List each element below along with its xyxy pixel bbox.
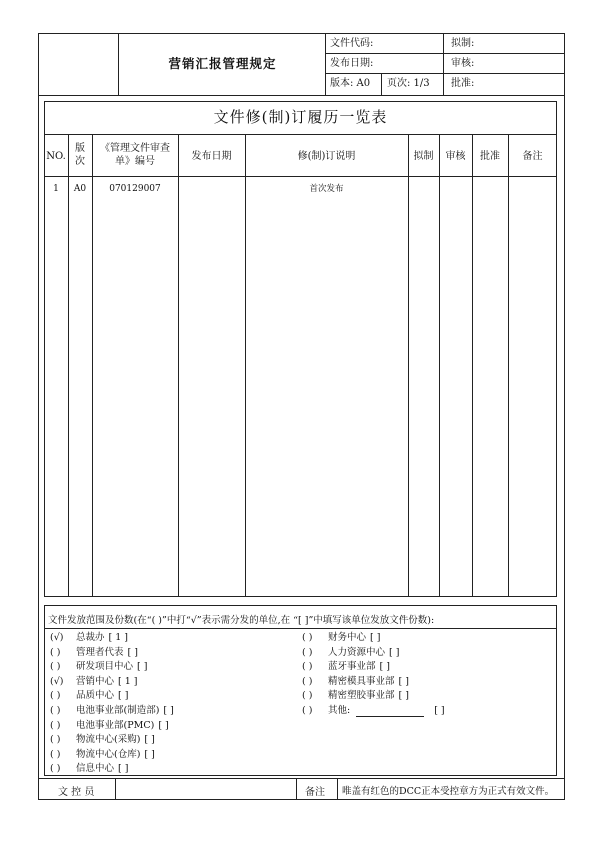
other-blank-field[interactable]	[356, 706, 424, 717]
distribution-item	[302, 705, 445, 717]
col-release-date: 发布日期	[191, 151, 232, 162]
distribution-item	[302, 676, 409, 688]
checkbox-mark[interactable]: ( )	[50, 661, 61, 673]
copy-count[interactable]: [ ]	[137, 661, 148, 673]
row-description: 首次发布	[309, 184, 344, 194]
distribution-item	[50, 720, 169, 732]
copy-count[interactable]: [ ]	[163, 705, 174, 716]
copy-count[interactable]: [ ]	[118, 690, 129, 702]
distribution-item	[302, 632, 380, 644]
checkbox-mark[interactable]: ( )	[50, 719, 61, 731]
reviewer-label: 审核:	[451, 58, 475, 69]
drafter-label: 拟制:	[451, 38, 475, 49]
col-version: 版次	[75, 143, 85, 167]
row-version: A0	[73, 184, 87, 194]
copy-count[interactable]: [ ]	[118, 763, 129, 775]
department-name: 物流中心(采购)	[76, 734, 141, 746]
checkbox-mark[interactable]: (√)	[50, 632, 64, 643]
version-label: 版本: A0	[330, 78, 371, 89]
copy-count[interactable]: [ ]	[370, 632, 381, 643]
checkbox-mark[interactable]: ( )	[302, 675, 313, 687]
copy-count[interactable]: [ ]	[158, 719, 169, 731]
revision-table-title: 文件修(制)订履历一览表	[213, 108, 388, 126]
department-name: 精密塑胶事业部	[328, 690, 395, 702]
department-name: 营销中心	[76, 675, 115, 687]
page-label: 页次: 1/3	[387, 78, 430, 89]
distribution-item	[302, 690, 409, 702]
department-name: 总裁办	[76, 632, 105, 643]
copy-count[interactable]: [ ]	[389, 646, 400, 658]
department-name: 研发项目中心	[76, 661, 134, 673]
col-remark: 备注	[522, 151, 543, 162]
distribution-heading: 文件发放范围及份数(在“( )”中打“√”表示需分发的单位,在 “[ ]”中填写该单位发放文件份数):	[48, 615, 435, 626]
checkbox-mark[interactable]: (√)	[50, 675, 64, 687]
checkbox-mark[interactable]: ( )	[50, 748, 61, 760]
checkbox-mark[interactable]: ( )	[302, 632, 313, 643]
distribution-item	[50, 661, 147, 673]
footer-sep-3	[337, 778, 338, 800]
distribution-item	[302, 647, 399, 659]
distribution-item	[50, 647, 138, 659]
checkbox-mark[interactable]: ( )	[50, 690, 61, 702]
copy-count[interactable]: [ 1 ]	[108, 632, 129, 643]
distribution-item	[302, 661, 390, 673]
distribution-item	[50, 749, 155, 761]
department-name: 电池事业部(PMC)	[76, 719, 155, 731]
col-no: NO.	[46, 151, 66, 162]
checkbox-mark[interactable]: ( )	[50, 646, 61, 658]
department-name: 管理者代表	[76, 646, 124, 658]
department-name: 信息中心	[76, 763, 115, 775]
doc-code-label: 文件代码:	[330, 38, 374, 49]
copy-count[interactable]: [ ]	[144, 748, 155, 760]
checkbox-mark[interactable]: ( )	[302, 646, 313, 658]
distribution-divider	[44, 628, 557, 629]
department-name: 品质中心	[76, 690, 115, 702]
copy-count[interactable]: [ ]	[127, 646, 138, 658]
document-title: 营销汇报管理规定	[168, 56, 277, 71]
copy-count[interactable]: [ ]	[398, 690, 409, 702]
release-date-label: 发布日期:	[330, 58, 374, 69]
row-no: 1	[53, 184, 59, 194]
approver-label: 批准:	[451, 78, 475, 89]
distribution-item	[50, 690, 128, 702]
department-name: 电池事业部(制造部)	[76, 705, 160, 716]
department-name: 人力资源中心	[328, 646, 386, 658]
col-drafter: 拟制	[413, 151, 434, 162]
footer-sep-1	[115, 778, 116, 800]
distribution-item	[50, 676, 138, 688]
row-doc-no: 070129007	[109, 184, 161, 194]
checkbox-mark[interactable]: ( )	[302, 661, 313, 673]
footer-top-line	[38, 778, 565, 779]
col-doc-no: 《管理文件审查单》编号	[100, 143, 170, 167]
distribution-item	[50, 734, 155, 746]
checkbox-mark[interactable]: ( )	[50, 763, 61, 775]
department-name: 其他:	[328, 705, 351, 716]
distribution-item	[50, 705, 174, 717]
checkbox-mark[interactable]: ( )	[50, 705, 61, 716]
distribution-item	[50, 763, 128, 775]
copy-count[interactable]: [ 1 ]	[118, 675, 138, 687]
remark-label: 备注	[305, 787, 325, 798]
checkbox-mark[interactable]: ( )	[50, 734, 61, 746]
distribution-item	[50, 632, 128, 644]
department-name: 财务中心	[328, 632, 367, 643]
footer-sep-2	[296, 778, 297, 800]
col-approver: 批准	[480, 151, 500, 162]
col-description: 修(制)订说明	[297, 151, 356, 162]
checkbox-mark[interactable]: ( )	[302, 690, 313, 702]
department-name: 精密模具事业部	[328, 675, 395, 687]
col-reviewer: 审核	[445, 151, 466, 162]
remark-text: 唯盖有红色的DCC正本受控章方为正式有效文件。	[342, 786, 555, 797]
department-name: 蓝牙事业部	[328, 661, 376, 673]
copy-count[interactable]: [ ]	[434, 705, 445, 716]
department-name: 物流中心(仓库)	[76, 748, 141, 760]
controller-label: 文 控 员	[58, 787, 95, 798]
checkbox-mark[interactable]: ( )	[302, 705, 313, 716]
copy-count[interactable]: [ ]	[398, 675, 409, 687]
copy-count[interactable]: [ ]	[144, 734, 155, 746]
copy-count[interactable]: [ ]	[379, 661, 390, 673]
